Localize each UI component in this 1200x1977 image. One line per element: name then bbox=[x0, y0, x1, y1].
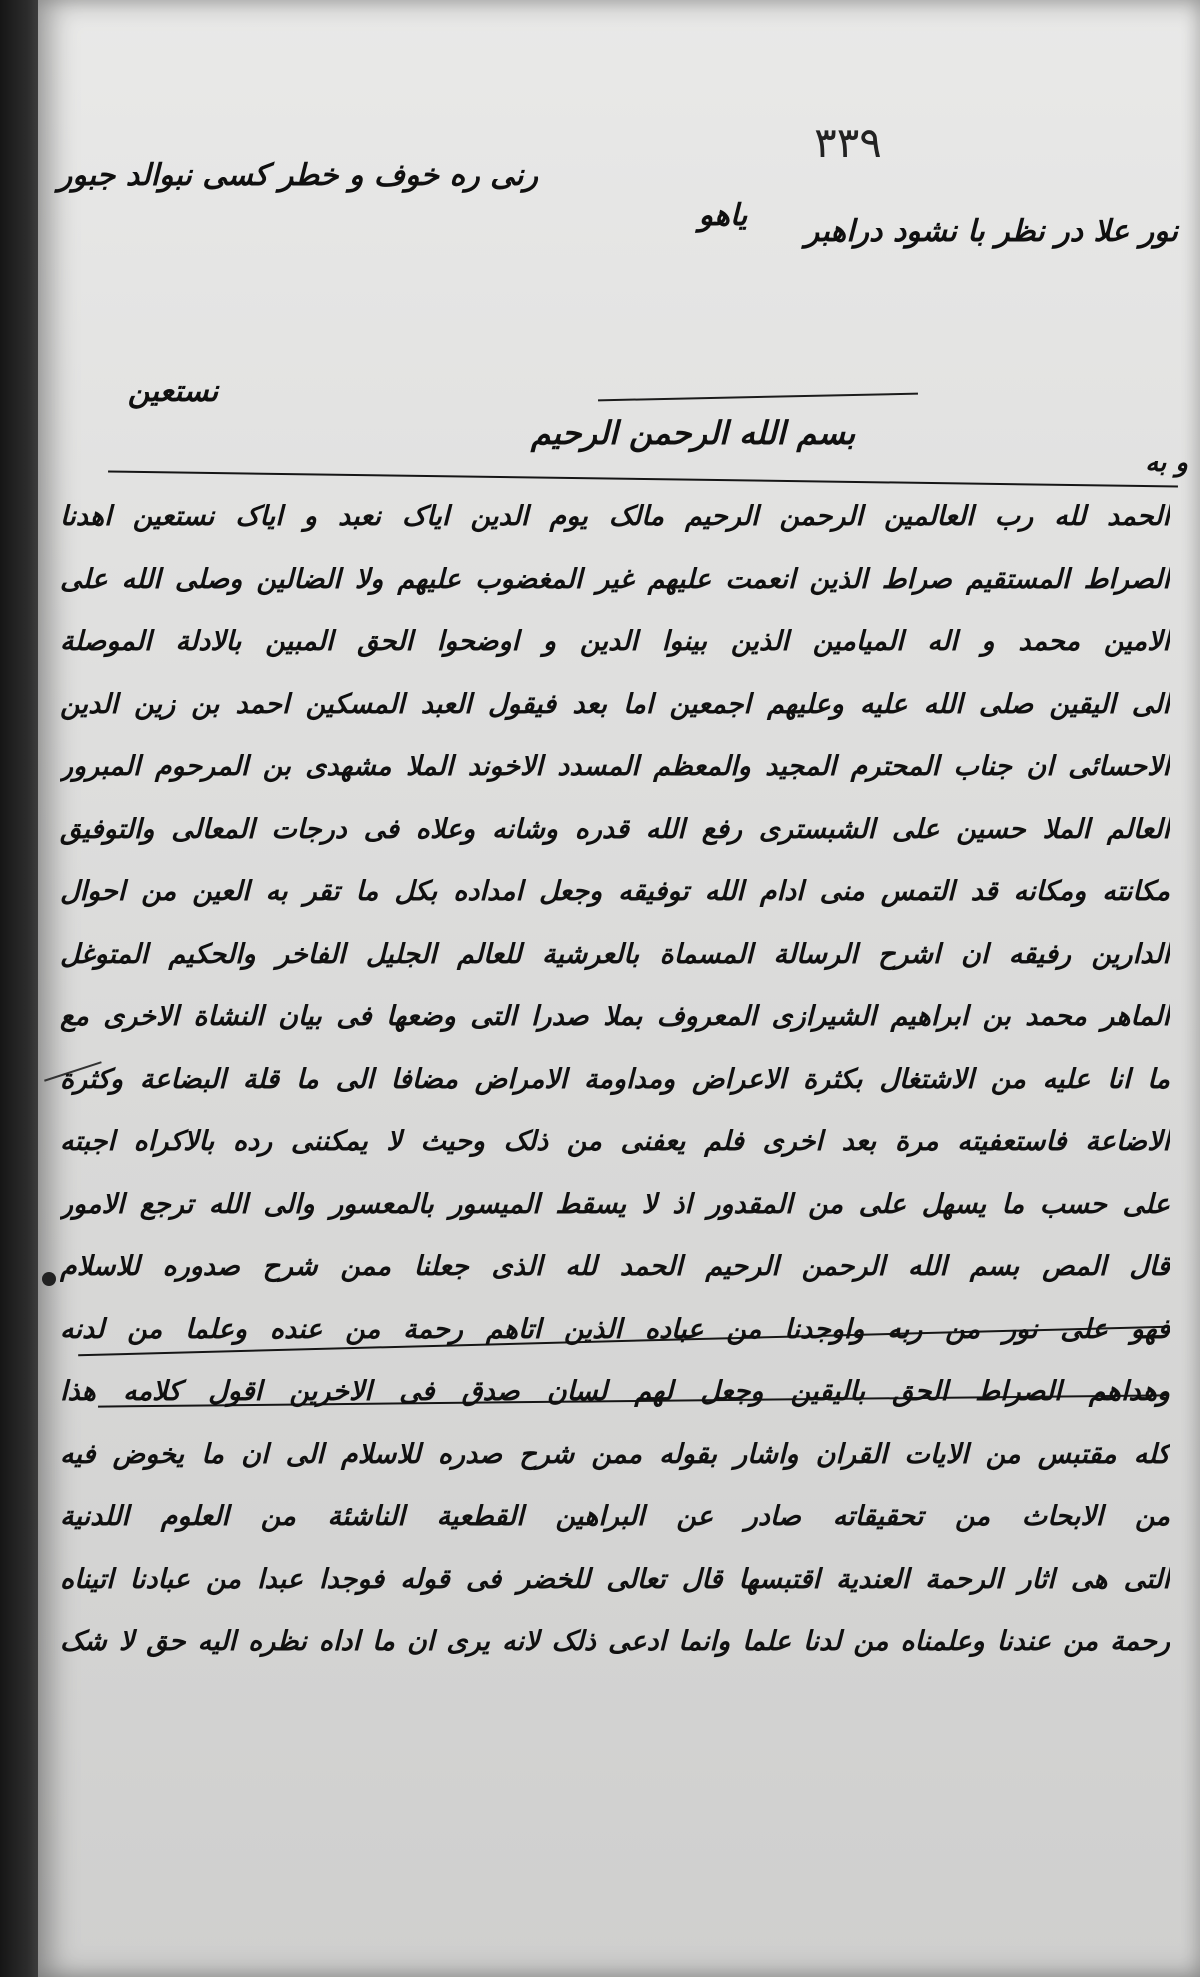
text-line: الماهر محمد بن ابراهیم الشیرازی المعروف بملا صدرا التی وضعها فی بیان النشاة الاخری مع bbox=[60, 1001, 1170, 1032]
manuscript-page bbox=[38, 0, 1200, 1977]
text-line: التی هی اثار الرحمة العندیة اقتبسها قال تعالی للخضر فی قوله فوجدا عبدا من عبادنا اتیناه bbox=[60, 1563, 1170, 1595]
text-line: وهداهم الصراط الحق بالیقین وجعل لهم لسان صدق فی الاخرین اقول کلامه هذا bbox=[60, 1376, 1170, 1407]
text-line: الی الیقین صلی الله علیه وعلیهم اجمعین اما بعد فیقول العبد المسکین احمد بن زین الدین bbox=[60, 688, 1170, 720]
page-number: ٣٣٩ bbox=[814, 118, 882, 167]
text-line: من الابحاث من تحقیقاته صادر عن البراهین القطعیة الناشئة من العلوم اللدنیة bbox=[60, 1501, 1170, 1532]
text-line: الدارین رفیقه ان اشرح الرسالة المسماة بالعرشیة للعالم الجلیل الفاخر والحکیم المتوغل bbox=[60, 938, 1170, 970]
margin-ink-dot bbox=[42, 1272, 56, 1286]
header-note-right: نور علا در نظر با نشود دراهبر bbox=[804, 214, 1178, 249]
manuscript-body bbox=[60, 486, 1170, 1674]
text-line: الحمد لله رب العالمین الرحمن الرحیم مالک یوم الدین ایاک نعبد و ایاک نستعین اهدنا bbox=[60, 501, 1170, 532]
prefix-word: و به bbox=[1145, 448, 1188, 478]
text-line: العالم الملا حسین علی الشبستری رفع الله قدره وشانه وعلاه فی درجات المعالی والتوفیق bbox=[60, 813, 1170, 845]
basmala-overline bbox=[598, 393, 918, 402]
text-line: مکانته ومکانه قد التمس منی ادام الله توفیقه وجعل امداده بکل ما تقر به العین من احوال bbox=[60, 876, 1170, 907]
text-line: الصراط المستقیم صراط الذین انعمت علیهم غیر المغضوب علیهم ولا الضالین وصلی الله علی bbox=[60, 563, 1170, 595]
text-line: رحمة من عندنا وعلمناه من لدنا علما وانما ادعی ذلک لانه یری ان ما اداه نظره الیه حق لا شک bbox=[60, 1626, 1170, 1657]
header-note-left: رنی ره خوف و خطر کسی نبوالد جبور bbox=[57, 158, 538, 193]
text-line: قال المص بسم الله الرحمن الرحیم الحمد لله الذی جعلنا ممن شرح صدوره للاسلام bbox=[60, 1251, 1170, 1282]
text-line: فهو علی نور من ربه واوجدنا من عباده الذین اتاهم رحمة من عنده وعلما من لدنه bbox=[60, 1313, 1170, 1345]
header-note-middle: یاهو bbox=[698, 198, 748, 233]
text-line: علی حسب ما یسهل علی من المقدور اذ لا یسقط المیسور بالمعسور والی الله ترجع الامور bbox=[60, 1188, 1170, 1220]
overline-rule bbox=[108, 471, 1178, 488]
text-line: ما انا علیه من الاشتغال بکثرة الاعراض ومداومة الامراض مضافا الی ما قلة البضاعة وکثرة bbox=[60, 1063, 1170, 1095]
basmala-heading: بسم الله الرحمن الرحیم bbox=[530, 414, 856, 452]
text-line: الاحسائی ان جناب المحترم المجید والمعظم المسدد الاخوند الملا مشهدی بن المرحوم المبرور bbox=[60, 751, 1170, 782]
text-line: الاضاعة فاستعفیته مرة بعد اخری فلم یعفنی من ذلک وحیث لا یمکننی رده بالاکراه اجبته bbox=[60, 1126, 1170, 1157]
text-line: الامین محمد و اله المیامین الذین بینوا الدین و اوضحوا الحق المبین بالادلة الموصلة bbox=[60, 626, 1170, 657]
text-line: کله مقتبس من الایات القران واشار بقوله ممن شرح صدره للاسلام الی ان ما یخوض فیه bbox=[60, 1438, 1170, 1470]
margin-word: نستعین bbox=[127, 374, 219, 409]
